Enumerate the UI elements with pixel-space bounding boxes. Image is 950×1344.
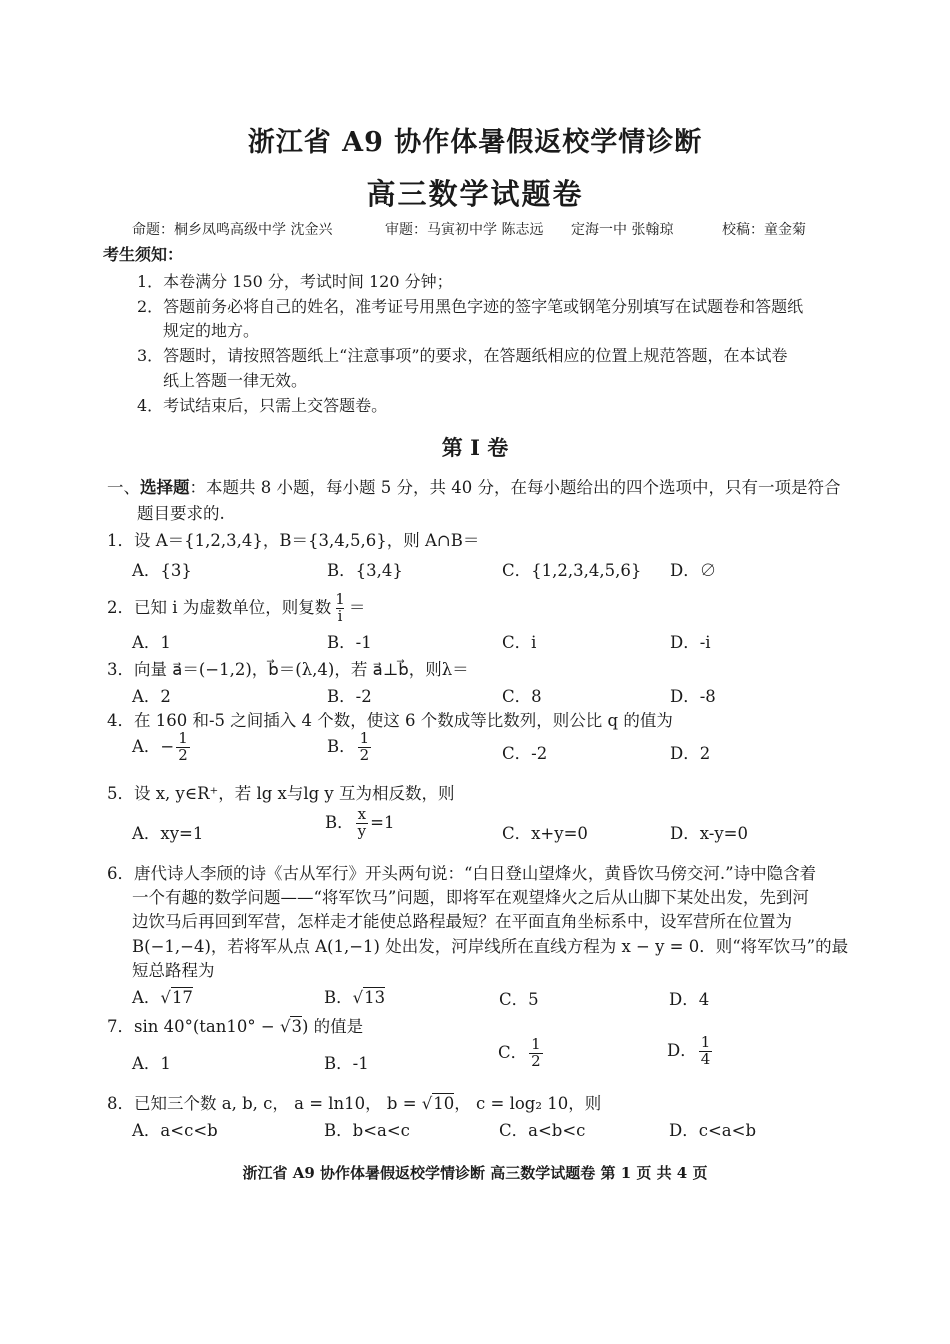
- q4-option-b-num: 1: [359, 729, 370, 747]
- q8-option-c: C．a<b<c: [499, 1121, 586, 1140]
- q8-stem-b: ， c = log₂ 10，则: [454, 1094, 602, 1113]
- q7-stem: [107, 1013, 363, 1037]
- q3-option-c: C．8: [502, 687, 542, 706]
- q2-option-c: C．i: [502, 633, 537, 652]
- q1-option-c: C．{1,2,3,4,5,6}: [502, 561, 642, 580]
- q3-option-d: D．-8: [670, 687, 716, 706]
- q7-option-d-label: D．: [667, 1040, 697, 1060]
- q4-option-d: D．2: [670, 744, 711, 763]
- q4-option-a-num: 1: [178, 729, 188, 747]
- q7-option-c-fraction: [529, 1037, 543, 1070]
- q8-stem: [107, 1090, 601, 1114]
- q7-option-a: A．1: [132, 1054, 171, 1073]
- exam-subtitle: 高三数学试题卷: [366, 177, 584, 211]
- q5-option-b-fraction: [356, 807, 368, 840]
- q4-option-b: [327, 731, 373, 764]
- q6-line-1: 6．唐代诗人李颀的诗《古从军行》开头两句说：“白日登山望烽火，黄昏饮马傍交河.”诗中隐含着: [107, 864, 817, 883]
- exam-title: 浙江省 A9 协作体暑假返校学情诊断: [247, 127, 703, 158]
- q2-stem-text: 2．已知 i 为虚数单位，则复数: [107, 597, 332, 617]
- q4-option-a-label: A．−: [132, 736, 175, 756]
- q7-option-d-fraction: [699, 1035, 713, 1068]
- q1-option-d: D．∅: [670, 561, 717, 580]
- q4-option-b-den: 2: [359, 745, 370, 764]
- q4-stem: 4．在 160 和-5 之间插入 4 个数，使这 6 个数成等比数列，则公比 q 的值为: [107, 711, 673, 730]
- q8-stem-radicand: 10: [433, 1094, 455, 1113]
- q7-option-d-den: 4: [700, 1049, 711, 1068]
- notice-item-3-cont: 纸上答题一律无效。: [163, 371, 308, 390]
- q7-stem-radicand: 3: [291, 1017, 302, 1036]
- q5-option-b-label: B．: [325, 812, 354, 832]
- q3-option-a: A．2: [132, 687, 171, 706]
- q7-option-b: B．-1: [324, 1054, 369, 1073]
- q4-option-a-den: 2: [178, 745, 188, 764]
- q2-option-a: A．1: [132, 633, 171, 652]
- q2-frac-den: i: [337, 606, 343, 625]
- notice-item-2-cont: 规定的地方。: [163, 321, 260, 340]
- q4-option-c: C．-2: [502, 744, 548, 763]
- q6-option-b-radicand: 13: [364, 988, 386, 1007]
- q1-stem: 1．设 A＝{1,2,3,4}，B＝{3,4,5,6}，则 A∩B＝: [107, 531, 480, 550]
- q2-stem-end: ＝: [348, 597, 366, 617]
- part1-lead: 一、: [107, 478, 140, 497]
- q5-stem: 5．设 x, y∈R⁺，若 lg x与lg y 互为相反数，则: [107, 784, 455, 803]
- notice-item-2: 2．答题前务必将自己的姓名，准考证号用黑色字迹的签字笔或钢笔分别填写在试题卷和答题纸: [137, 297, 804, 316]
- q4-option-a-fraction: [176, 731, 190, 764]
- q5-option-b: [325, 807, 394, 840]
- q2-option-b: B．-1: [327, 633, 372, 652]
- q3-option-b: B．-2: [327, 687, 372, 706]
- part1-desc-cont: 题目要求的.: [137, 504, 225, 523]
- part1-name: 选择题: [140, 478, 190, 497]
- credit-reviewer-2: 定海一中 张翰琼: [571, 222, 674, 238]
- q1-option-a: A．{3}: [132, 561, 192, 580]
- q8-option-a: A．a<c<b: [132, 1121, 218, 1140]
- q6-line-3: 边饮马后再回到军营，怎样走才能使总路程最短？在平面直角坐标系中，设军营所在位置为: [132, 912, 792, 931]
- q1-option-b: B．{3,4}: [327, 561, 403, 580]
- q6-option-d: D．4: [669, 990, 710, 1009]
- credit-author: 命题：桐乡凤鸣高级中学 沈金兴: [132, 222, 333, 238]
- q8-stem-a: 8．已知三个数 a, b, c， a = ln10， b = √: [107, 1094, 433, 1113]
- q6-option-b-label: B．√: [324, 988, 364, 1007]
- q6-option-a-radicand: 17: [171, 988, 193, 1007]
- q6-line-4: B(−1,−4)，若将军从点 A(1,−1) 处出发，河岸线所在直线方程为 x − y = 0．则“将军饮马”的最: [132, 937, 849, 956]
- q7-option-d-num: 1: [700, 1033, 711, 1051]
- page-footer: 浙江省 A9 协作体暑假返校学情诊断 高三数学试题卷 第 1 页 共 4 页: [242, 1164, 708, 1182]
- section-heading: 第 I 卷: [441, 435, 509, 460]
- q7-option-c: [498, 1037, 545, 1070]
- q5-option-d: D．x-y=0: [670, 824, 748, 843]
- q4-option-b-fraction: [358, 731, 372, 764]
- q8-option-b: B．b<a<c: [324, 1121, 410, 1140]
- q7-option-c-num: 1: [531, 1035, 541, 1053]
- part1-intro: [107, 474, 840, 498]
- q6-line-2: 一个有趣的数学问题——“将军饮马”问题，即将军在观望烽火之后从山脚下某处出发，先到河: [132, 888, 809, 907]
- q7-stem-b: ) 的值是: [301, 1017, 364, 1036]
- q8-option-d: D．c<a<b: [669, 1121, 757, 1140]
- q4-option-a: [132, 731, 192, 764]
- credit-reviewer: 审题：马寅初中学 陈志远: [385, 222, 544, 238]
- q2-stem: [107, 592, 365, 625]
- q7-option-d: [667, 1035, 714, 1068]
- q2-frac-num: 1: [335, 590, 345, 608]
- q3-stem: 3．向量 a⃗＝(−1,2)，b⃗＝(λ,4)，若 a⃗⊥b⃗，则λ＝: [107, 660, 469, 679]
- q6-option-b: [324, 984, 385, 1008]
- q6-option-a-label: A．√: [132, 988, 171, 1007]
- notice-item-4: 4．考试结束后，只需上交答题卷。: [137, 396, 388, 415]
- notice-item-1: 1．本卷满分 150 分，考试时间 120 分钟；: [137, 272, 453, 291]
- q2-fraction: [333, 592, 347, 625]
- q7-stem-a: 7．sin 40°(tan10° − √: [107, 1017, 291, 1036]
- notice-heading: 考生须知：: [103, 245, 184, 264]
- q5-option-b-den: y: [357, 821, 367, 840]
- q5-option-c: C．x+y=0: [502, 824, 588, 843]
- q7-option-c-den: 2: [531, 1051, 541, 1070]
- q7-option-c-label: C．: [498, 1042, 528, 1062]
- part1-desc: ：本题共 8 小题，每小题 5 分，共 40 分，在每小题给出的四个选项中，只有一项是符合: [189, 478, 841, 497]
- q6-line-5: 短总路程为: [132, 961, 215, 980]
- notice-item-3: 3．答题时，请按照答题纸上“注意事项”的要求，在答题纸相应的位置上规范答题，在本试卷: [137, 346, 788, 365]
- q5-option-a: A．xy=1: [132, 824, 204, 843]
- q2-option-d: D．-i: [670, 633, 711, 652]
- q4-option-b-label: B．: [327, 736, 356, 756]
- q5-option-b-end: =1: [370, 812, 395, 832]
- credit-proofreader: 校稿：童金菊: [722, 222, 806, 238]
- q6-option-c: C．5: [499, 990, 539, 1009]
- q6-option-a: [132, 984, 193, 1008]
- q5-option-b-num: x: [357, 805, 367, 823]
